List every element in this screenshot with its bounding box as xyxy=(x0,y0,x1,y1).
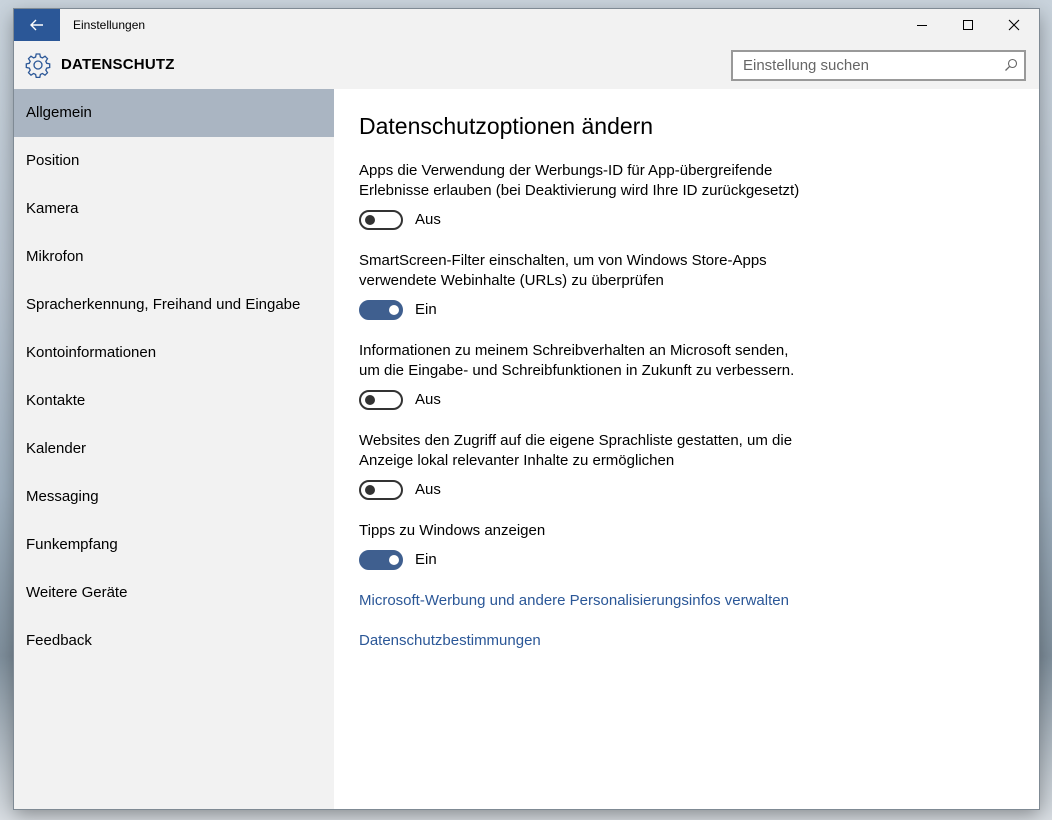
language-list-toggle[interactable] xyxy=(359,480,403,500)
sidebar-item-kontoinformationen[interactable]: Kontoinformationen xyxy=(26,344,157,361)
toggle-knob xyxy=(365,395,375,405)
option-language-list-text xyxy=(359,431,819,471)
toggle-knob xyxy=(365,215,375,225)
typing-info-toggle[interactable] xyxy=(359,390,403,410)
search-input[interactable] xyxy=(733,52,1008,79)
option-text-line: Erlebnisse erlauben (bei Deaktivierung wird Ihre ID zurückgesetzt) xyxy=(359,182,800,199)
option-text-line: verwendete Webinhalte (URLs) zu überprüfen xyxy=(359,272,664,289)
option-text-line: SmartScreen-Filter einschalten, um von Windows Store-Apps xyxy=(359,252,767,269)
sidebar-item-allgemein[interactable]: Allgemein xyxy=(14,89,334,137)
option-text-line: Tipps zu Windows anzeigen xyxy=(359,522,546,539)
option-typing-info-text xyxy=(359,341,819,381)
toggle-state-label: Aus xyxy=(415,481,441,498)
toggle-state-label: Aus xyxy=(415,211,441,228)
option-text-line: Anzeige lokal relevanter Inhalte zu ermöglichen xyxy=(359,452,675,469)
option-smartscreen-text xyxy=(359,251,819,291)
maximize-icon xyxy=(962,19,974,31)
advertising-id-toggle[interactable] xyxy=(359,210,403,230)
sidebar-item-kalender[interactable]: Kalender xyxy=(26,440,87,457)
option-text-line: um die Eingabe- und Schreibfunktionen in Zukunft zu verbessern. xyxy=(359,362,795,379)
maximize-button[interactable] xyxy=(945,9,991,41)
title-bar xyxy=(14,9,1039,41)
window-title: Einstellungen xyxy=(73,18,146,32)
option-advertising-id-text xyxy=(359,161,819,201)
sidebar-item-position[interactable]: Position xyxy=(26,152,80,169)
smartscreen-toggle[interactable] xyxy=(359,300,403,320)
privacy-statement-link[interactable]: Datenschutzbestimmungen xyxy=(359,632,541,649)
minimize-button[interactable] xyxy=(899,9,945,41)
sidebar-item-mikrofon[interactable]: Mikrofon xyxy=(26,248,84,265)
toggle-state-label: Ein xyxy=(415,301,437,318)
advertising-settings-link[interactable]: Microsoft-Werbung und andere Personalisierungsinfos verwalten xyxy=(359,592,789,609)
option-text-line: Websites den Zugriff auf die eigene Sprachliste gestatten, um die xyxy=(359,432,793,449)
close-icon xyxy=(1008,19,1020,31)
windows-tips-toggle[interactable] xyxy=(359,550,403,570)
back-button[interactable] xyxy=(14,9,60,41)
option-windows-tips-text xyxy=(359,521,819,541)
page-title: DATENSCHUTZ xyxy=(61,56,175,73)
toggle-knob xyxy=(389,555,399,565)
minimize-icon xyxy=(916,19,928,31)
sidebar-item-messaging[interactable]: Messaging xyxy=(26,488,99,505)
sidebar-item-kamera[interactable]: Kamera xyxy=(26,200,79,217)
sidebar-item-funkempfang[interactable]: Funkempfang xyxy=(26,536,118,553)
settings-window xyxy=(14,9,1039,809)
option-text-line: Informationen zu meinem Schreibverhalten an Microsoft senden, xyxy=(359,342,789,359)
sidebar-item-weitere-geraete[interactable]: Weitere Geräte xyxy=(26,584,128,601)
main-content xyxy=(334,89,1039,809)
toggle-state-label: Ein xyxy=(415,551,437,568)
option-text-line: Apps die Verwendung der Werbungs-ID für App-übergreifende xyxy=(359,162,773,179)
back-arrow-icon xyxy=(30,19,44,31)
toggle-knob xyxy=(365,485,375,495)
toggle-state-label: Aus xyxy=(415,391,441,408)
search-box[interactable] xyxy=(731,50,1026,81)
sidebar-item-kontakte[interactable]: Kontakte xyxy=(26,392,86,409)
search-icon[interactable] xyxy=(1004,58,1018,72)
page-header xyxy=(14,41,1039,89)
sidebar-item-feedback[interactable]: Feedback xyxy=(26,632,92,649)
gear-icon xyxy=(25,52,51,78)
sidebar-item-spracherkennung[interactable]: Spracherkennung, Freihand und Eingabe xyxy=(26,296,301,313)
close-button[interactable] xyxy=(991,9,1037,41)
section-title: Datenschutzoptionen ändern xyxy=(359,113,654,139)
sidebar xyxy=(14,89,334,809)
toggle-knob xyxy=(389,305,399,315)
